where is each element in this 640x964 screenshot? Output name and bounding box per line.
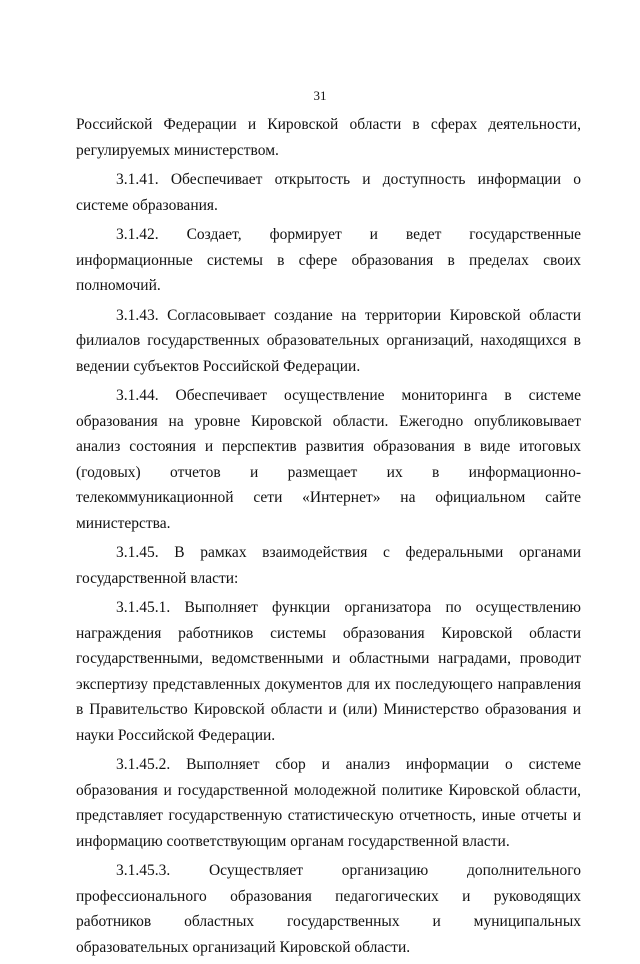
paragraph-3-1-44: 3.1.44. Обеспечивает осуществление мониторинга в системе образования на уровне Кировской области. Ежегодно опубликовывает анализ состояния и перспектив развития образования в виде итоговых (годовых) отчетов и размещает их в информационно-телекоммуникационной сети «Интернет» на официальном сайте министерства. [76, 387, 581, 532]
paragraph-3-1-41: 3.1.41. Обеспечивает открытость и доступность информации о системе образования. [76, 171, 581, 214]
paragraph-3-1-42: 3.1.42. Создает, формирует и ведет государственные информационные системы в сфере образования в пределах своих полномочий. [76, 226, 581, 294]
paragraph-3-1-45-2: 3.1.45.2. Выполняет сбор и анализ информации о системе образования и государственной молодежной политике Кировской области, представляет государственную статистическую отчетность, иные отчеты и информацию соответствующим органам государственной власти. [76, 756, 581, 850]
paragraph-continuation: Российской Федерации и Кировской области в сферах деятельности, регулируемых министерством. [76, 116, 581, 159]
paragraph-3-1-45-3: 3.1.45.3. Осуществляет организацию дополнительного профессионального образования педагогических и руководящих работников областных государственных и муниципальных образовательных организаций Кировской области. [76, 862, 581, 956]
paragraph-3-1-43: 3.1.43. Согласовывает создание на территории Кировской области филиалов государственных образовательных организаций, находящихся в ведении субъектов Российской Федерации. [76, 306, 581, 375]
paragraph-3-1-45: 3.1.45. В рамках взаимодействия с федеральными органами государственной власти: [76, 544, 581, 587]
page-number: 31 [313, 88, 327, 103]
paragraph-3-1-45-1: 3.1.45.1. Выполняет функции организатора по осуществлению награждения работников системы образования Кировской области государственными, ведомственными и областными наградами, проводит экспертизу представленных документов для их последующего направления в Правительство Кировской области и (или) Министерство образования и науки Российской Федерации. [76, 599, 581, 744]
document-body [76, 112, 581, 964]
